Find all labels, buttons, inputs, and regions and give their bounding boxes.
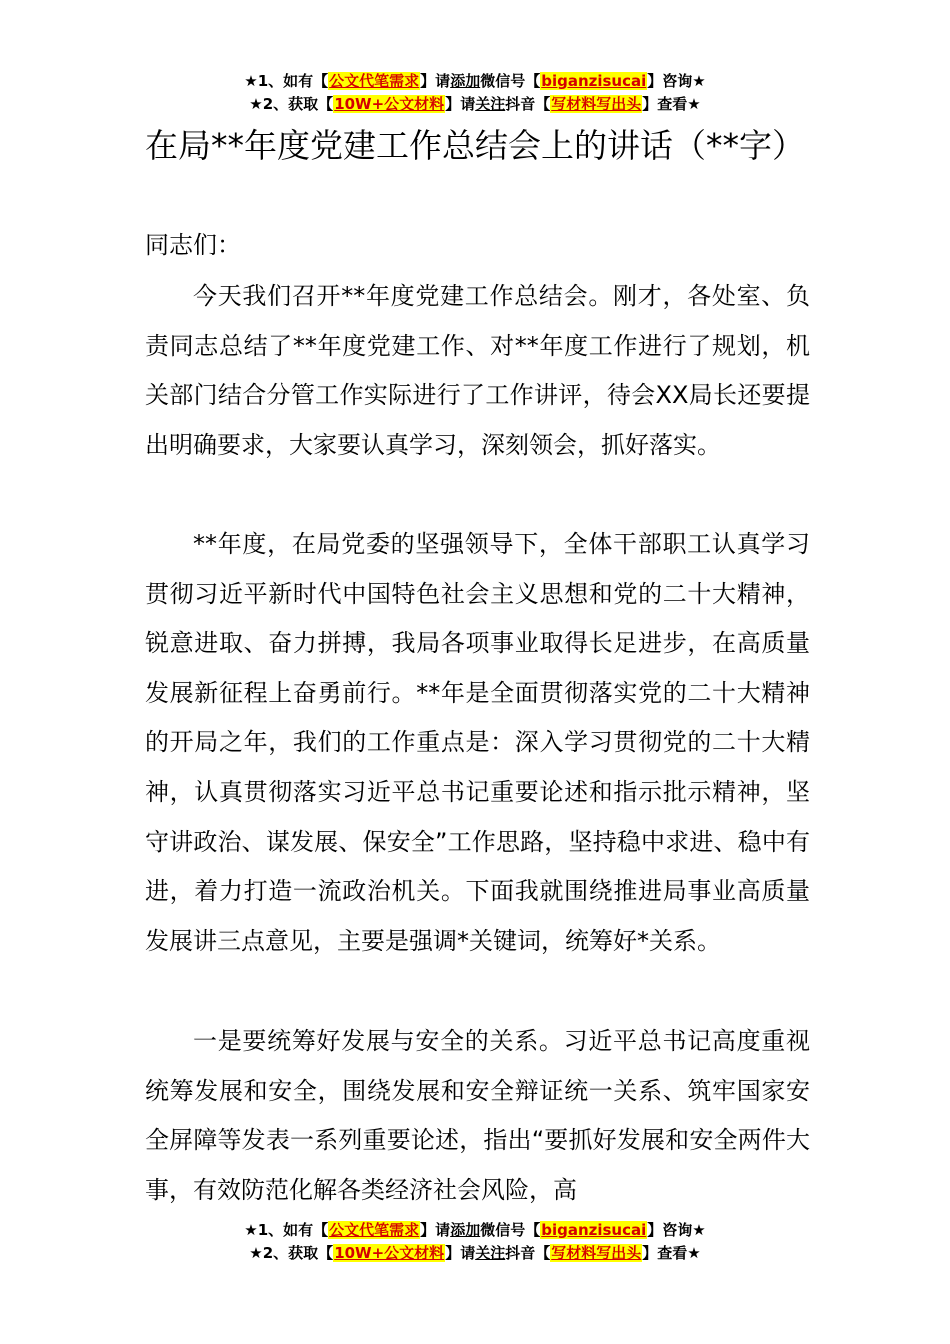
ad-footer-line-1 xyxy=(0,1219,950,1241)
ad-text: ★2、获取【 xyxy=(249,1244,334,1262)
document-title: 在局**年度党建工作总结会上的讲话（**字） xyxy=(145,126,805,165)
ad-text: ★1、如有【 xyxy=(244,72,329,90)
ad-wechat-id: biganzisucai xyxy=(541,72,647,90)
paragraph-2: **年度，在局党委的坚强领导下，全体干部职工认真学习贯彻习近平新时代中国特色社会主义思想和党的二十大精神，锐意进取、奋力拼搏，我局各项事业取得长足进步，在高质量发展新征程上奋勇前行。**年是全面贯彻落实党的二十大精神的开局之年，我们的工作重点是：深入学习贯彻党的二十大精神，认真贯彻落实习近平总书记重要论述和指示批示精神，坚守讲政治、谋发展、保安全”工作思路，坚持稳中求进、稳中有进，着力打造一流政治机关。下面我就围绕推进局事业高质量发展讲三点意见，主要是强调*关键词，统筹好*关系。 xyxy=(145,530,810,955)
ad-underline: 关注 xyxy=(475,95,506,113)
ad-highlight: 10W+公文材料 xyxy=(334,1244,445,1262)
ad-underline: 添加 xyxy=(450,1221,481,1239)
ad-footer-line-2 xyxy=(0,1242,950,1264)
salutation: 同志们： xyxy=(145,231,241,259)
ad-wechat-id: biganzisucai xyxy=(541,1221,647,1239)
ad-douyin-id: 写材料写出头 xyxy=(551,95,642,113)
ad-text: 】咨询★ xyxy=(647,72,706,90)
ad-text: 抖音【 xyxy=(505,1244,551,1262)
ad-text: ★1、如有【 xyxy=(244,1221,329,1239)
ad-text: 微信号【 xyxy=(480,72,541,90)
ad-highlight: 公文代笔需求 xyxy=(329,1221,420,1239)
ad-banner-line-1 xyxy=(0,70,950,92)
ad-text: 】请 xyxy=(420,1221,451,1239)
ad-text: 】查看★ xyxy=(642,1244,701,1262)
ad-text: 】查看★ xyxy=(642,95,701,113)
ad-text: 】请 xyxy=(445,95,476,113)
ad-douyin-id: 写材料写出头 xyxy=(551,1244,642,1262)
ad-text: 抖音【 xyxy=(505,95,551,113)
ad-text: ★2、获取【 xyxy=(249,95,334,113)
ad-text: 】请 xyxy=(420,72,451,90)
ad-banner-line-2 xyxy=(0,93,950,115)
ad-highlight: 10W+公文材料 xyxy=(334,95,445,113)
paragraph-3: 一是要统筹好发展与安全的关系。习近平总书记高度重视统筹发展和安全，围绕发展和安全辩证统一关系、筑牢国家安全屏障等发表一系列重要论述，指出“要抓好发展和安全两件大事，有效防范化解各类经济社会风险，高 xyxy=(145,1027,810,1204)
ad-underline: 关注 xyxy=(475,1244,506,1262)
ad-underline: 添加 xyxy=(450,72,481,90)
ad-highlight: 公文代笔需求 xyxy=(329,72,420,90)
ad-text: 】咨询★ xyxy=(647,1221,706,1239)
ad-text: 】请 xyxy=(445,1244,476,1262)
paragraph-1: 今天我们召开**年度党建工作总结会。刚才，各处室、负责同志总结了**年度党建工作、对**年度工作进行了规划，机关部门结合分管工作实际进行了工作讲评，待会XX局长还要提出明确要求，大家要认真学习，深刻领会，抓好落实。 xyxy=(145,282,810,459)
ad-text: 微信号【 xyxy=(480,1221,541,1239)
